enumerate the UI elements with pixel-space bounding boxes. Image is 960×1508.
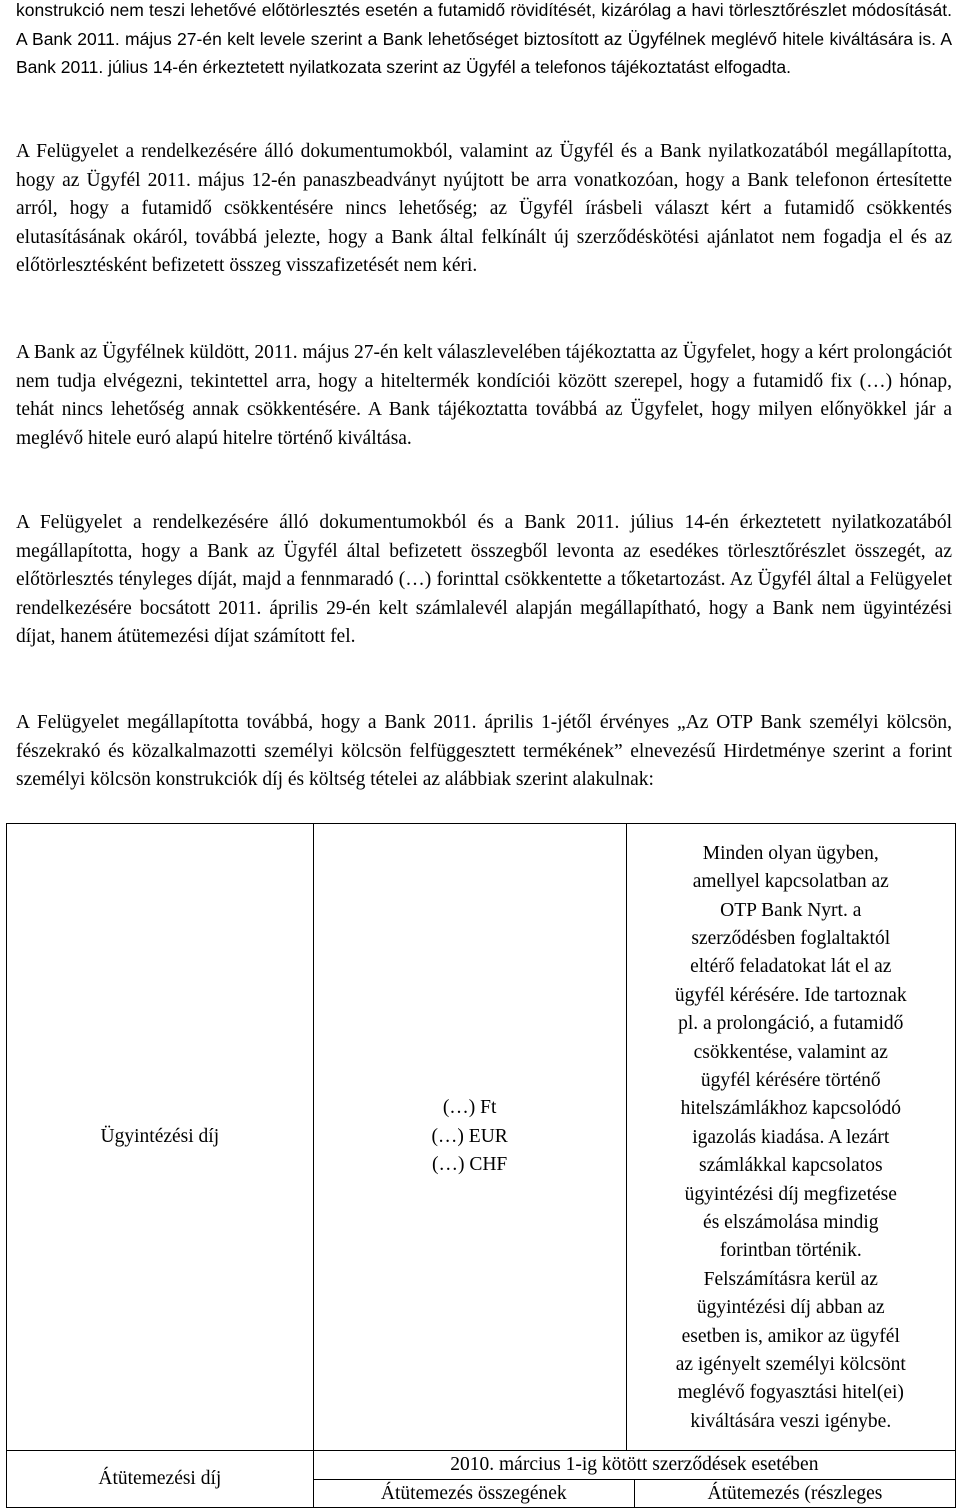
description-line: Minden olyan ügyben, — [702, 842, 879, 864]
currency-eur: (…) EUR — [431, 1125, 508, 1147]
description-line: ügyfél kérésére. Ide tartoznak — [674, 984, 907, 1006]
subtable-right: Átütemezés (részleges — [707, 1483, 883, 1504]
description-line: esetben is, amikor az ügyfél — [681, 1325, 900, 1347]
description-line: hitelszámlákhoz kapcsolódó — [680, 1098, 901, 1120]
description-line: számlákkal kapcsolatos — [698, 1155, 883, 1177]
subtable-header: 2010. március 1-ig kötött szerződések esetében — [314, 1451, 955, 1480]
paragraph-4: A Felügyelet a rendelkezésére álló dokumentumokból és a Bank 2011. július 14-én érkeztetett nyilatkozatából megállapította, hogy a Bank az Ügyfél által befizetett összegből levonta az esedékes törlesztőrészlet összegét, az előtörlesztés tényleges díját, majd a fennmaradó (…) forinttal csökkentette a tőketartozást. Az Ügyfél által a Felügyelet rendelkezésére bocsátott 2011. április 29-én kelt számlalevél alapján megállapítható, hogy a Bank nem ügyintézési díjat, hanem átütemezési díjat számított fel. — [16, 512, 952, 648]
description-line: ügyintézési díj abban az — [696, 1297, 885, 1319]
description-line: igazolás kiadása. A lezárt — [692, 1126, 890, 1148]
description-line: eltérő feladatokat lát el az — [690, 956, 892, 978]
fee-label-cell — [7, 1451, 314, 1508]
description-line: szerződésben foglaltaktól — [691, 927, 891, 949]
description-line: amellyel kapcsolatban az — [692, 871, 889, 893]
fee-label: Ügyintézési díj — [100, 1125, 220, 1147]
fee-subtable-cell — [313, 1451, 955, 1508]
description-line: kiváltására veszi igénybe. — [690, 1410, 892, 1432]
description-line: az igényelt személyi kölcsönt — [675, 1354, 906, 1376]
description-line: meglévő fogyasztási hitel(ei) — [677, 1382, 904, 1404]
currency-huf: (…) Ft — [442, 1097, 497, 1119]
paragraph-1: konstrukció nem teszi lehetővé előtörlesztés esetén a futamidő rövidítését, kizárólag a havi törlesztőrészlet módosítását. A Bank 2011. május 27-én kelt levele szerint a Bank lehetőséget biztosított az Ügyfélnek meglévő hitele kiváltására is. A Bank 2011. július 14-én érkeztetett nyilatkozata szerint az Ügyfél a telefonos tájékoztatást elfogadta. — [16, 0, 952, 78]
paragraph-5: A Felügyelet megállapította továbbá, hogy a Bank 2011. április 1-jétől érvényes „Az OTP Bank személyi kölcsön, fészekrakó és közalkalmazotti személyi kölcsön felfüggesztett termékének” elnevezésű Hirdetménye szerint a forint személyi kölcsön konstrukciók díj és költség tételei az alábbiak szerint alakulnak: — [16, 712, 952, 791]
table-row-atutemezesi-dij — [7, 1451, 956, 1508]
fee-table — [6, 823, 956, 1508]
description-line: ügyfél kérésére történő — [700, 1069, 881, 1091]
paragraph-2: A Felügyelet a rendelkezésére álló dokumentumokból, valamint az Ügyfél és a Bank nyilatkozatából megállapította, hogy az Ügyfél 2011. május 12-én panaszbeadványt nyújtott be arra vonatkozóan, hogy a Bank telefonon értesítette arról, hogy a futamidő csökkentésére nincs lehetőség; az Ügyfél írásbeli választ kért a futamidő csökkentés elutasításának okáról, továbbá jelezte, hogy a Bank által felkínált új szerződéskötési ajánlatot nem fogadja el és az előtörlesztésként befizetett összeg visszafizetését nem kéri. — [16, 141, 952, 277]
description-line: forintban történik. — [719, 1240, 862, 1262]
description-line: csökkentése, valamint az — [693, 1041, 888, 1063]
description-line: Felszámításra kerül az — [703, 1268, 878, 1290]
fee-label-cell — [7, 824, 314, 1451]
subtable-columns — [314, 1480, 955, 1507]
description-line: ügyintézési díj megfizetése — [684, 1183, 897, 1205]
description-line: OTP Bank Nyrt. a — [720, 899, 862, 921]
currency-chf: (…) CHF — [431, 1154, 508, 1176]
fee-description-cell — [626, 824, 955, 1451]
subtable-left: Átütemezés összegének — [314, 1480, 635, 1507]
description-line: pl. a prolongáció, a futamidő — [678, 1013, 904, 1035]
fee-label: Átütemezési díj — [98, 1467, 222, 1489]
description-line: és elszámolása mindig — [703, 1212, 879, 1234]
table-row-ugyintezesi-dij — [7, 824, 956, 1451]
fee-currency-cell — [313, 824, 626, 1451]
paragraph-3: A Bank az Ügyfélnek küldött, 2011. május 27-én kelt válaszlevelében tájékoztatta az Ügyfelet, hogy a kért prolongációt nem tudja elvégezni, tekintettel arra, hogy a hiteltermék kondíciói között szerepel, hogy a futamidő fix (…) hónap, tehát nincs lehetőség annak csökkentésére. A Bank tájékoztatta továbbá az Ügyfelet, hogy milyen előnyökkel jár a meglévő hitele euró alapú hitelre történő kiváltása. — [16, 342, 952, 449]
